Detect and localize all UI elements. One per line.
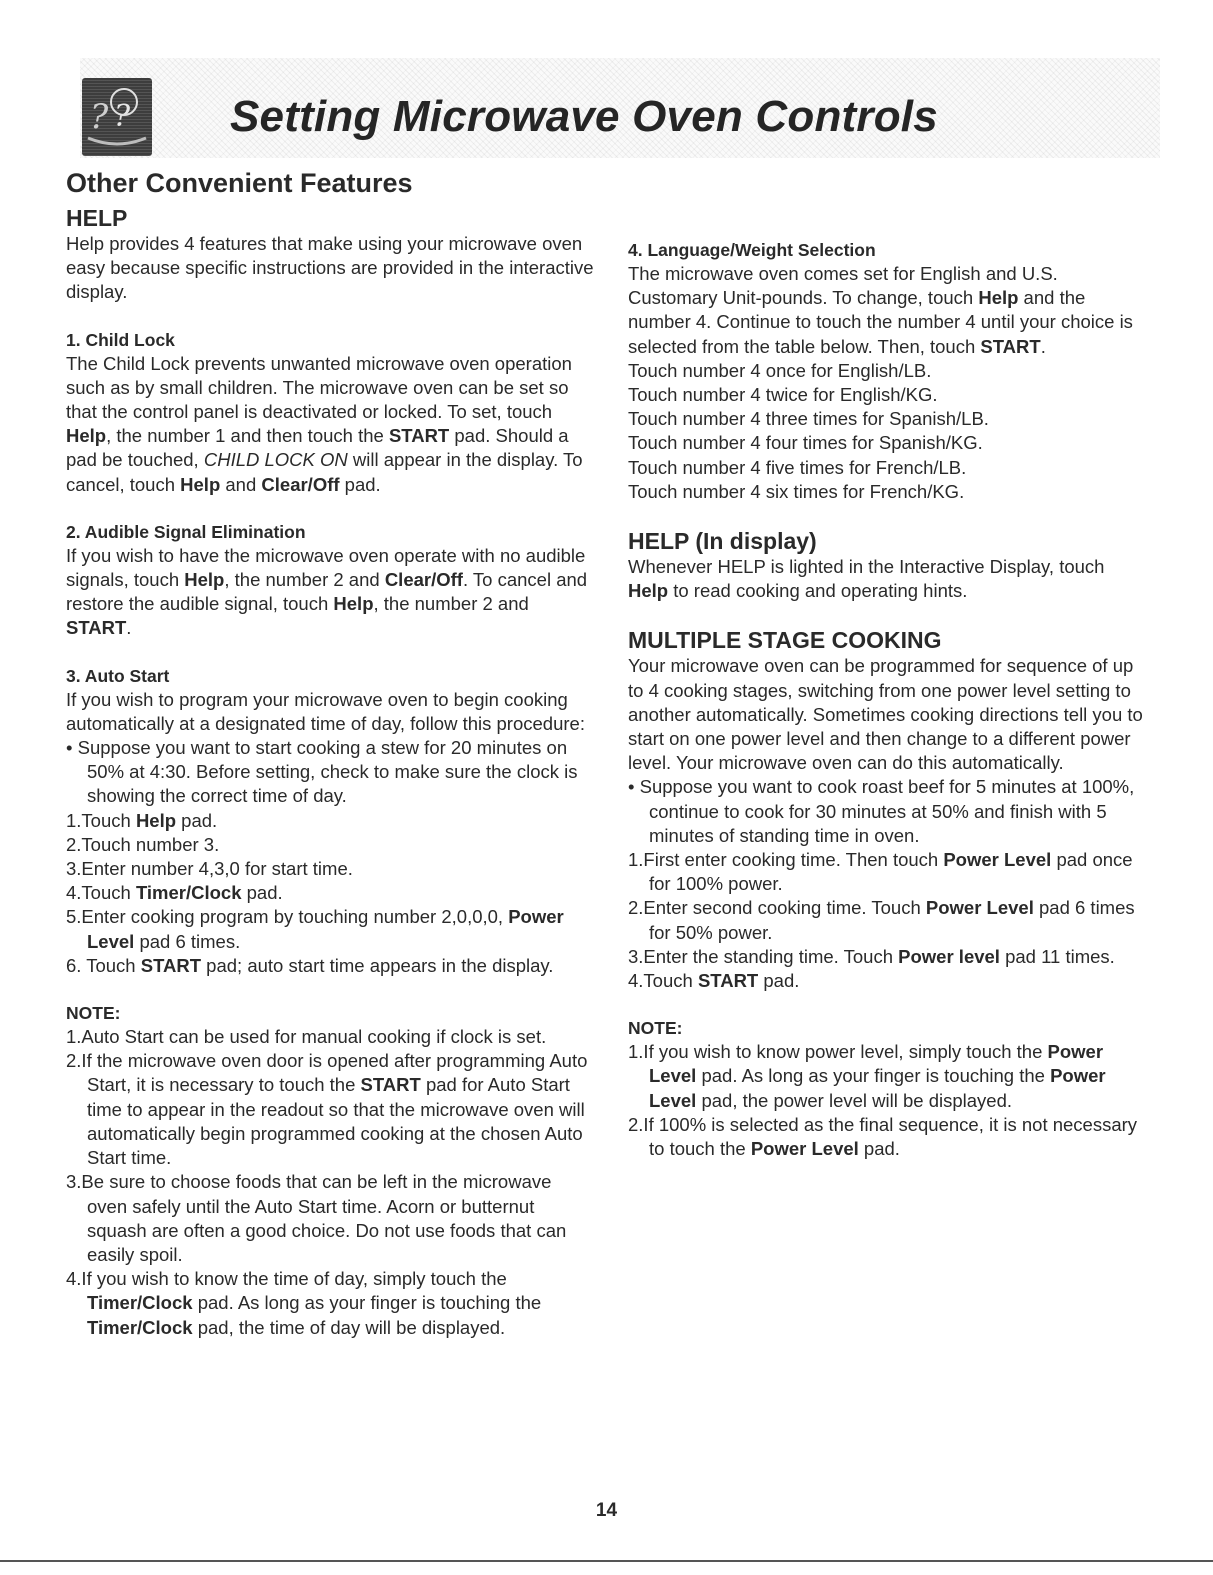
audible-signal-text: If you wish to have the microwave oven operate with no audible signals, touch Help, the number 2 and Clear/Off. To cancel and restore the audible signal, touch Help, the number 2 and START. [66,544,588,639]
multiple-stage-bullet: • Suppose you want to cook roast beef for 5 minutes at 100%, continue to cook for 30 minutes at 50% and finish with 5 minutes of standing time in oven. [628,776,1135,846]
footer-rule [0,1560,1213,1562]
help-intro: Help provides 4 features that make using your microwave oven easy because specific instructions are provided in the interactive display. [66,233,594,303]
auto-start-step: 4.Touch Timer/Clock pad. [66,882,283,904]
multiple-stage-heading: MULTIPLE STAGE COOKING [628,627,942,654]
multiple-stage-step: 4.Touch START pad. [628,970,800,992]
note-item: 2.If 100% is selected as the final sequence, it is not necessary to touch the Power Level pad. [628,1113,1138,1160]
auto-start-bullet: • Suppose you want to start cooking a stew for 20 minutes on 50% at 4:30. Before setting, check to make sure the clock is showing the correct time of day. [66,737,578,807]
help-heading: HELP [66,205,128,231]
language-option: Touch number 4 twice for English/KG. [628,384,938,406]
svg-text:?: ? [114,99,131,134]
svg-text:?: ? [90,97,109,137]
multiple-stage-step: 1.First enter cooking time. Then touch Power Level pad once for 100% power. [628,849,1133,895]
section-title: Other Convenient Features [66,168,413,198]
language-text: The microwave oven comes set for English and U.S. Customary Unit-pounds. To change, touch Help and the number 4. Continue to touch the number 4 until your choice is selected from the table below. Then, touch START. [628,263,1133,357]
language-option: Touch number 4 six times for French/KG. [628,480,965,502]
note-item: 1.Auto Start can be used for manual cooking if clock is set. [66,1026,547,1048]
note-heading: NOTE: [66,1003,121,1024]
language-heading: 4. Language/Weight Selection [628,240,876,260]
note-heading: NOTE: [628,1018,683,1039]
note-item: 1.If you wish to know power level, simply touch the Power Level pad. As long as your finger is touching the Power Level pad, the power level will be displayed. [628,1041,1106,1111]
page-title: Setting Microwave Oven Controls [230,92,938,141]
language-option: Touch number 4 five times for French/LB. [628,456,967,478]
note-item: 3.Be sure to choose foods that can be left in the microwave oven safely until the Auto Start time. Acorn or butternut squash are often a good choice. Do not use foods that can easily spoil. [66,1171,567,1265]
right-column [628,238,1148,1161]
multiple-stage-intro: Your microwave oven can be programmed for sequence of up to 4 cooking stages, switching from one power level setting to another automatically. Sometimes cooking directions tell you to start on one power level and then change to a different power level. Your microwave oven can do this automatically. [628,655,1143,774]
note-item: 4.If you wish to know the time of day, simply touch the Timer/Clock pad. As long as your finger is touching the Timer/Clock pad, the time of day will be displayed. [66,1268,542,1338]
page-number: 14 [595,1500,618,1521]
auto-start-step: 2.Touch number 3. [66,833,220,855]
audible-signal-heading: 2. Audible Signal Elimination [66,521,306,542]
help-display-text: Whenever HELP is lighted in the Interactive Display, touch Help to read cooking and operating hints. [628,556,1105,602]
auto-start-step: 5.Enter cooking program by touching number 2,0,0,0, Power Level pad 6 times. [66,906,564,952]
auto-start-step: 1.Touch Help pad. [66,809,218,831]
child-lock-text: The Child Lock prevents unwanted microwave oven operation such as by small children. The microwave oven can be set so that the control panel is deactivated or locked. To set, touch Help, the number 1 and then touch the START pad. Should a pad be touched, CHILD LOCK ON will appear in the display. To cancel, touch Help and Clear/Off pad. [66,352,583,495]
help-logo-icon [82,78,152,156]
auto-start-intro: If you wish to program your microwave oven to begin cooking automatically at a designated time of day, follow this procedure: [66,688,585,734]
child-lock-heading: 1. Child Lock [66,329,175,350]
auto-start-step: 3.Enter number 4,3,0 for start time. [66,858,353,880]
language-option: Touch number 4 four times for Spanish/KG. [628,432,983,454]
left-column [66,204,596,1340]
help-display-heading: HELP (In display) [628,528,817,555]
auto-start-heading: 3. Auto Start [66,665,170,686]
language-option: Touch number 4 once for English/LB. [628,359,932,381]
multiple-stage-step: 3.Enter the standing time. Touch Power level pad 11 times. [628,945,1115,967]
note-item: 2.If the microwave oven door is opened after programming Auto Start, it is necessary to touch the START pad for Auto Start time to appear in the readout so that the microwave oven will automatically begin programmed cooking at the chosen Auto Start time. [66,1050,588,1169]
language-option: Touch number 4 three times for Spanish/LB. [628,408,989,430]
auto-start-step: 6. Touch START pad; auto start time appears in the display. [66,954,554,976]
multiple-stage-step: 2.Enter second cooking time. Touch Power Level pad 6 times for 50% power. [628,897,1135,943]
